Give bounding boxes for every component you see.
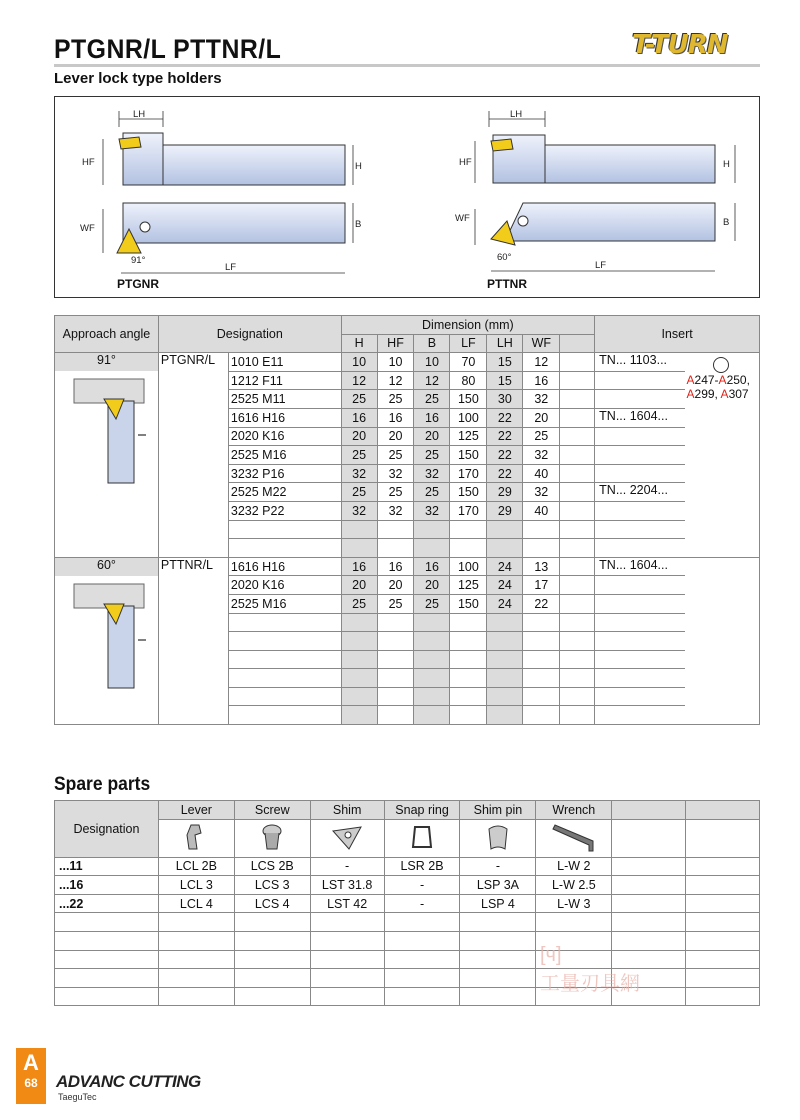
spare-part-value: L-W 3 <box>536 894 612 913</box>
insert-code <box>595 390 685 409</box>
dim-b-right: B <box>723 217 730 228</box>
watermark-logo: [ч] 工量刃具網 <box>540 944 640 995</box>
insert-code <box>595 706 685 725</box>
dim-wf <box>523 669 560 688</box>
table-row <box>55 857 760 876</box>
col-approach-angle: Approach angle <box>55 316 159 353</box>
dim-b: 25 <box>414 483 450 502</box>
dim-b-left: B <box>355 219 362 230</box>
dim-h <box>341 706 377 725</box>
shim-pin-icon <box>460 819 536 857</box>
dim-wf <box>523 520 560 539</box>
dim-b <box>414 520 450 539</box>
insert-code <box>595 427 685 446</box>
wrench-icon <box>536 819 612 857</box>
spare-designation <box>55 950 159 969</box>
dim-h <box>341 632 377 651</box>
designation-code: 2020 K16 <box>228 427 341 446</box>
table-row <box>55 950 760 969</box>
dim-wf-left: WF <box>80 223 95 234</box>
table-row <box>55 876 760 895</box>
dimension-table <box>54 315 760 725</box>
spare-part-value <box>234 987 310 1006</box>
dim-lh: 22 <box>487 446 523 465</box>
dim-b: 25 <box>414 594 450 613</box>
spare-part-value <box>310 987 384 1006</box>
page-number: 68 <box>24 1076 38 1090</box>
insert-code <box>595 371 685 390</box>
table-row <box>55 557 760 576</box>
spare-part-value <box>234 931 310 950</box>
spare-part-value: - <box>384 876 460 895</box>
dim-h <box>341 539 377 558</box>
spare-col-wrench: Wrench <box>536 801 612 820</box>
dim-h: 32 <box>341 464 377 483</box>
spare-col-designation: Designation <box>55 801 159 858</box>
spare-part-value <box>460 931 536 950</box>
dim-lh: 22 <box>487 408 523 427</box>
spare-part-value <box>460 987 536 1006</box>
dim-h: 16 <box>341 557 377 576</box>
dim-lf <box>450 669 487 688</box>
angle-left: 91° <box>131 255 146 266</box>
dim-wf <box>523 539 560 558</box>
dim-b: 25 <box>414 446 450 465</box>
dim-hf: 16 <box>377 408 414 427</box>
spare-part-value: - <box>310 857 384 876</box>
insert-code: TN... 1604... <box>595 557 685 576</box>
dim-h <box>341 687 377 706</box>
brand-sub: TaeguTec <box>58 1092 97 1102</box>
spare-part-value <box>384 987 460 1006</box>
pttnr-side-view <box>475 111 735 183</box>
insert-code: TN... 2204... <box>595 483 685 502</box>
spare-part-value <box>234 913 310 932</box>
designation-code <box>228 539 341 558</box>
dim-b: 32 <box>414 501 450 520</box>
dim-b: 10 <box>414 353 450 372</box>
dim-lf-right: LF <box>595 260 607 271</box>
spare-part-value: LCL 2B <box>158 857 234 876</box>
dim-wf <box>523 613 560 632</box>
dim-lh: 15 <box>487 371 523 390</box>
dim-wf-right: WF <box>455 213 470 224</box>
spare-part-value: LST 31.8 <box>310 876 384 895</box>
angle-right: 60° <box>497 252 512 263</box>
shim-icon <box>310 819 384 857</box>
dim-h: 20 <box>341 427 377 446</box>
dim-lf: 170 <box>450 464 487 483</box>
spare-parts-title: Spare parts <box>54 774 151 795</box>
dim-b: 20 <box>414 427 450 446</box>
dim-wf <box>523 650 560 669</box>
spare-part-value <box>310 950 384 969</box>
dim-wf: 40 <box>523 501 560 520</box>
designation-code: 2525 M22 <box>228 483 341 502</box>
dim-wf: 16 <box>523 371 560 390</box>
dim-lf: 150 <box>450 446 487 465</box>
dim-b <box>414 613 450 632</box>
spare-part-value: LCS 4 <box>234 894 310 913</box>
dim-lf: 100 <box>450 557 487 576</box>
dim-hf: 25 <box>377 446 414 465</box>
dim-hf: 20 <box>377 576 414 595</box>
col-lh: LH <box>487 334 523 353</box>
spare-designation <box>55 969 159 988</box>
screw-icon <box>234 819 310 857</box>
insert-code <box>595 594 685 613</box>
dim-b <box>414 650 450 669</box>
dim-wf: 12 <box>523 353 560 372</box>
dim-h-left: H <box>355 161 362 172</box>
spare-designation <box>55 931 159 950</box>
spare-part-value <box>460 913 536 932</box>
dim-h: 25 <box>341 594 377 613</box>
holder-top-icon <box>66 371 146 491</box>
dim-h: 25 <box>341 483 377 502</box>
spare-part-value: LCL 3 <box>158 876 234 895</box>
reference-cell <box>685 557 760 724</box>
spare-col-shim-pin: Shim pin <box>460 801 536 820</box>
dim-hf: 32 <box>377 464 414 483</box>
designation-code <box>228 650 341 669</box>
dim-lh: 24 <box>487 557 523 576</box>
dim-wf: 32 <box>523 446 560 465</box>
designation-code: 1616 H16 <box>228 557 341 576</box>
dim-wf: 20 <box>523 408 560 427</box>
dim-hf-left: HF <box>82 157 95 168</box>
dim-lh <box>487 687 523 706</box>
dim-b: 16 <box>414 408 450 427</box>
dim-lf <box>450 650 487 669</box>
designation-code: 1212 F11 <box>228 371 341 390</box>
reference-cell <box>685 353 760 558</box>
dim-hf <box>377 669 414 688</box>
table-row <box>55 353 760 372</box>
spare-part-value <box>310 969 384 988</box>
dim-h: 10 <box>341 353 377 372</box>
dim-h: 12 <box>341 371 377 390</box>
approach-angle-cell <box>55 353 159 558</box>
insert-code <box>595 576 685 595</box>
approach-angle-cell <box>55 557 159 724</box>
spare-part-value: LSR 2B <box>384 857 460 876</box>
insert-code <box>595 650 685 669</box>
spare-designation: ...22 <box>55 894 159 913</box>
spare-part-value: LSP 4 <box>460 894 536 913</box>
spare-part-value: L-W 2.5 <box>536 876 612 895</box>
dim-lh: 29 <box>487 483 523 502</box>
designation-code <box>228 613 341 632</box>
spare-part-value <box>310 931 384 950</box>
dim-hf: 12 <box>377 371 414 390</box>
page-subtitle: Lever lock type holders <box>54 70 222 87</box>
magnifier-icon <box>713 357 729 373</box>
page-title: PTGNR/L PTTNR/L <box>54 34 282 64</box>
dim-h <box>341 650 377 669</box>
spare-part-value <box>158 987 234 1006</box>
spare-part-value: LCL 4 <box>158 894 234 913</box>
ptgnr-label: PTGNR <box>117 277 159 291</box>
insert-code <box>595 446 685 465</box>
page-tab <box>16 1048 46 1104</box>
approach-angle-value: 91° <box>55 353 158 371</box>
designation-code <box>228 632 341 651</box>
dim-lh <box>487 669 523 688</box>
dim-lf: 170 <box>450 501 487 520</box>
dim-lf <box>450 632 487 651</box>
spare-part-value: L-W 2 <box>536 857 612 876</box>
lever-icon <box>158 819 234 857</box>
snap-ring-icon <box>384 819 460 857</box>
dim-wf: 40 <box>523 464 560 483</box>
col-hf: HF <box>377 334 414 353</box>
dim-hf <box>377 706 414 725</box>
dim-wf: 13 <box>523 557 560 576</box>
dim-b <box>414 539 450 558</box>
spare-col-screw: Screw <box>234 801 310 820</box>
designation-code: 3232 P22 <box>228 501 341 520</box>
dim-lf-left: LF <box>225 262 237 273</box>
dim-b: 25 <box>414 390 450 409</box>
dim-wf: 17 <box>523 576 560 595</box>
table-row <box>55 894 760 913</box>
insert-code <box>595 464 685 483</box>
dim-lh: 22 <box>487 464 523 483</box>
designation-code <box>228 669 341 688</box>
dim-lh <box>487 613 523 632</box>
dim-lh: 24 <box>487 594 523 613</box>
col-dimension: Dimension (mm) <box>341 316 595 335</box>
dim-lh: 24 <box>487 576 523 595</box>
spare-col-snap-ring: Snap ring <box>384 801 460 820</box>
spare-part-value <box>158 931 234 950</box>
dim-lf: 125 <box>450 576 487 595</box>
dim-wf: 22 <box>523 594 560 613</box>
spare-part-value <box>460 950 536 969</box>
spare-part-value: LST 42 <box>310 894 384 913</box>
dim-h: 16 <box>341 408 377 427</box>
designation-code: 2525 M11 <box>228 390 341 409</box>
spare-part-value <box>384 950 460 969</box>
designation-code: 2525 M16 <box>228 446 341 465</box>
dim-lf <box>450 613 487 632</box>
spare-part-value <box>158 913 234 932</box>
spare-part-value <box>310 913 384 932</box>
dim-wf <box>523 632 560 651</box>
dim-b: 20 <box>414 576 450 595</box>
dim-h: 25 <box>341 390 377 409</box>
brand-logo: ADVANC CUTTING <box>56 1072 201 1091</box>
designation-code: 1616 H16 <box>228 408 341 427</box>
dim-h: 32 <box>341 501 377 520</box>
designation-code <box>228 520 341 539</box>
dim-hf <box>377 520 414 539</box>
dim-lh <box>487 706 523 725</box>
col-lf: LF <box>450 334 487 353</box>
dim-hf: 16 <box>377 557 414 576</box>
table-row <box>55 969 760 988</box>
spare-part-value <box>384 969 460 988</box>
dim-lf <box>450 687 487 706</box>
dim-h <box>341 520 377 539</box>
spare-col-lever: Lever <box>158 801 234 820</box>
dim-wf <box>523 706 560 725</box>
designation-code: 2525 M16 <box>228 594 341 613</box>
dim-lh <box>487 632 523 651</box>
pttnr-label: PTTNR <box>487 277 527 291</box>
table-row <box>55 913 760 932</box>
dim-lf <box>450 539 487 558</box>
dim-b <box>414 632 450 651</box>
dim-lf <box>450 706 487 725</box>
dim-lh <box>487 520 523 539</box>
dim-lf <box>450 520 487 539</box>
dim-lf: 150 <box>450 594 487 613</box>
dim-lh <box>487 539 523 558</box>
dim-h: 20 <box>341 576 377 595</box>
dim-hf <box>377 539 414 558</box>
insert-code <box>595 669 685 688</box>
tool-drawings <box>54 96 760 298</box>
dim-h: 25 <box>341 446 377 465</box>
spare-part-value: - <box>384 894 460 913</box>
dim-hf: 32 <box>377 501 414 520</box>
insert-code: TN... 1604... <box>595 408 685 427</box>
designation-prefix: PTTNR/L <box>158 557 228 724</box>
page-letter: A <box>23 1050 39 1075</box>
dim-b: 12 <box>414 371 450 390</box>
col-insert: Insert <box>595 316 760 353</box>
spare-designation <box>55 987 159 1006</box>
dim-lh: 29 <box>487 501 523 520</box>
insert-code <box>595 520 685 539</box>
dim-lf: 150 <box>450 483 487 502</box>
dim-hf: 25 <box>377 483 414 502</box>
dim-lh: 22 <box>487 427 523 446</box>
dim-hf: 20 <box>377 427 414 446</box>
dim-lf: 150 <box>450 390 487 409</box>
spare-part-value: LCS 2B <box>234 857 310 876</box>
dim-lf: 70 <box>450 353 487 372</box>
dim-hf: 25 <box>377 594 414 613</box>
spare-part-value <box>234 950 310 969</box>
dim-wf: 32 <box>523 483 560 502</box>
t-turn-logo: T-TURN <box>632 30 728 60</box>
spare-designation: ...11 <box>55 857 159 876</box>
spare-part-value <box>460 969 536 988</box>
dim-hf: 10 <box>377 353 414 372</box>
spare-col-shim: Shim <box>310 801 384 820</box>
designation-prefix: PTGNR/L <box>158 353 228 558</box>
designation-code <box>228 706 341 725</box>
dim-b <box>414 687 450 706</box>
holder-top-icon <box>66 576 146 696</box>
page-refs: A247-A250, A299, A307 <box>686 373 750 402</box>
ptgnr-side-view <box>103 111 353 185</box>
spare-part-value: LSP 3A <box>460 876 536 895</box>
spare-part-value <box>536 913 612 932</box>
dim-hf <box>377 613 414 632</box>
col-h: H <box>341 334 377 353</box>
dim-hf <box>377 632 414 651</box>
dim-b: 32 <box>414 464 450 483</box>
designation-code: 1010 E11 <box>228 353 341 372</box>
spare-designation: ...16 <box>55 876 159 895</box>
dim-b <box>414 706 450 725</box>
col-b: B <box>414 334 450 353</box>
title-rule <box>54 64 760 67</box>
dim-hf <box>377 650 414 669</box>
spare-parts-table <box>54 800 760 1006</box>
dim-lh <box>487 650 523 669</box>
spare-part-value <box>384 913 460 932</box>
dim-lf: 100 <box>450 408 487 427</box>
approach-angle-value: 60° <box>55 558 158 576</box>
spare-designation <box>55 913 159 932</box>
dim-h-right: H <box>723 159 730 170</box>
insert-code <box>595 539 685 558</box>
col-designation: Designation <box>158 316 341 353</box>
dim-lh: 15 <box>487 353 523 372</box>
dim-lh-right: LH <box>510 109 523 120</box>
insert-code <box>595 501 685 520</box>
dim-hf-right: HF <box>459 157 472 168</box>
designation-code: 2020 K16 <box>228 576 341 595</box>
dim-wf: 32 <box>523 390 560 409</box>
spare-part-value <box>384 931 460 950</box>
designation-code: 3232 P16 <box>228 464 341 483</box>
dim-lh: 30 <box>487 390 523 409</box>
dim-wf: 25 <box>523 427 560 446</box>
spare-part-value <box>158 950 234 969</box>
spare-part-value <box>158 969 234 988</box>
table-row <box>55 931 760 950</box>
dim-h <box>341 613 377 632</box>
col-wf: WF <box>523 334 560 353</box>
dim-h <box>341 669 377 688</box>
insert-code <box>595 632 685 651</box>
spare-part-value <box>234 969 310 988</box>
insert-code <box>595 613 685 632</box>
spare-part-value: LCS 3 <box>234 876 310 895</box>
dim-hf: 25 <box>377 390 414 409</box>
designation-code <box>228 687 341 706</box>
dim-wf <box>523 687 560 706</box>
dim-hf <box>377 687 414 706</box>
insert-code: TN... 1103... <box>595 353 685 372</box>
dim-b: 16 <box>414 557 450 576</box>
dim-lf: 125 <box>450 427 487 446</box>
dim-lf: 80 <box>450 371 487 390</box>
dim-b <box>414 669 450 688</box>
spare-part-value: - <box>460 857 536 876</box>
holder-diagram <box>55 97 758 296</box>
table-row <box>55 987 760 1006</box>
insert-code <box>595 687 685 706</box>
dim-lh-left: LH <box>133 109 146 120</box>
